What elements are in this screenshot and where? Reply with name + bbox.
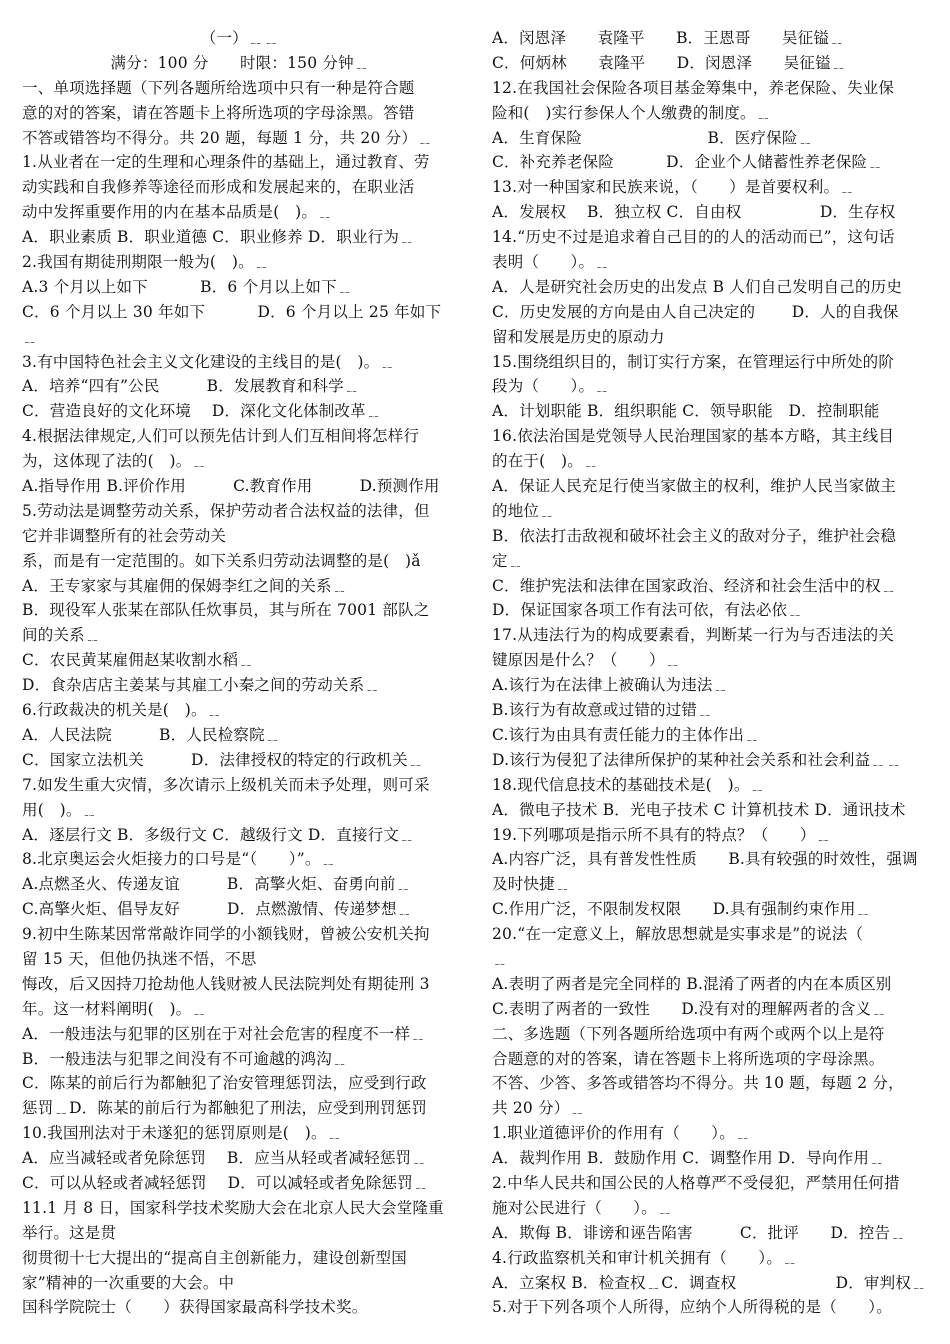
right-column-line: 的在于( )。﹎ [492, 452, 599, 471]
right-column-line: 定﹎ [492, 551, 524, 570]
left-column-line: A．逐层行文 B．多级行文 C．越级行文 D．直接行文﹎ [22, 825, 415, 844]
right-column-line: 表明（ ）。﹎ [492, 253, 610, 272]
left-column-line: 为，这体现了法的( )。﹎ [22, 452, 208, 471]
right-column-line: ﹎ [492, 949, 508, 968]
left-column-line: A．培养“四有”公民 B．发展教育和科学﹎ [22, 377, 360, 396]
left-column-line: ﹎ [22, 327, 38, 346]
left-column-line: 9.初中生陈某因常常敲诈同学的小额钱财，曾被公安机关拘 [22, 925, 430, 944]
right-column-line: B．依法打击敌视和破坏社会主义的敌对分子，维护社会稳 [492, 526, 897, 545]
right-column-line: A．发展权 B．独立权 C．自由权 D．生存权 [492, 203, 896, 222]
left-column-line: C．可以从轻或者减轻惩罚 D．可以减轻或者免除惩罚﹎ [22, 1173, 429, 1192]
left-column-line: C．国家立法机关 D．法律授权的特定的行政机关﹎ [22, 750, 424, 769]
right-column-line: D.该行为侵犯了法律所保护的某种社会关系和社会利益﹎﹎ [492, 750, 902, 769]
left-column-line: C．陈某的前后行为都触犯了治安管理惩罚法，应受到行政 [22, 1074, 427, 1093]
left-column-line: 10.我国刑法对于未遂犯的惩罚原则是( )。﹎ [22, 1124, 343, 1143]
left-column-line: 悔改，后又因持刀抢劫他人钱财被人民法院判处有期徒刑 3 [22, 974, 430, 993]
right-column-line: 18.现代信息技术的基础技术是( )。﹎ [492, 775, 766, 794]
right-column-line: 合题意的对的答案，请在答题卡上将所选项的字母涂黑。 [492, 1049, 885, 1068]
right-column-line: C.表明了两者的一致性 D.没有对的理解两者的含义﹎ [492, 999, 887, 1018]
left-column-line: A．应当减轻或者免除惩罚 B．应当从轻或者减轻惩罚﹎ [22, 1149, 427, 1168]
right-column-line: 险和( )实行参保人个人缴费的制度。﹎ [492, 103, 772, 122]
right-column-line: A.该行为在法律上被确认为违法﹎ [492, 676, 729, 695]
right-column-line: 20.“在一定意义上，解放思想就是实事求是”的说法（ [492, 925, 864, 944]
right-column-line: 14.“历史不过是追求着自己目的的人的活动而已”，这句话 [492, 228, 895, 247]
left-column-line: 动实践和自我修养等途径而形成和发展起来的，在职业活 [22, 178, 415, 197]
left-column-line: 不答或错答均不得分。共 20 题，每题 1 分，共 20 分）﹎ [22, 128, 433, 147]
left-column-line: 国科学院院士（ ）获得国家最高科学技术奖。 [22, 1298, 368, 1317]
left-column-line: （一）﹎﹎ [200, 29, 280, 47]
right-column-line: 5.对于下列各项个人所得，应纳个人所得税的是（ ）。 [492, 1298, 892, 1317]
left-column-line: 3.有中国特色社会主义文化建设的主线目的是( )。﹎ [22, 352, 396, 371]
right-column-line: C.该行为由具有责任能力的主体作出﹎ [492, 725, 760, 744]
left-column-line: C．农民黄某雇佣赵某收割水稻﹎ [22, 651, 254, 670]
left-column-line: A.点燃圣火、传递友谊 B．高擎火炬、奋勇向前﹎ [22, 875, 412, 894]
right-column-line: A.内容广泛，具有普发性性质 B.具有较强的时效性，强调 [492, 850, 918, 869]
left-column-line: 它并非调整所有的社会劳动关 [22, 526, 227, 545]
left-column-line: 间的关系﹎ [22, 626, 101, 645]
right-column-line: 不答、少答、多答或错答均不得分。共 10 题，每题 2 分， [492, 1074, 904, 1093]
left-column-line: 惩罚﹎D．陈某的前后行为都触犯了刑法，应受到刑罚惩罚 [22, 1099, 428, 1118]
right-column-line: 二、多选题（下列各题所给选项中有两个或两个以上是符 [492, 1024, 885, 1043]
left-column-line: 留 15 天，但他仍执迷不悟，不思 [22, 949, 257, 968]
right-column-line: 15.围绕组织目的，制订实行方案，在管理运行中所处的阶 [492, 352, 895, 371]
right-column-line: A．微电子技术 B．光电子技术 C 计算机技术 D．通讯技术 [492, 800, 906, 819]
right-column-line: C．历史发展的方向是由人自己决定的 D．人的自我保 [492, 302, 899, 321]
right-column-line: 键原因是什么？（ ）﹎ [492, 651, 681, 670]
left-column-line: A.3 个月以上如下 B．6 个月以上如下﹎ [22, 277, 353, 296]
left-column-line: 7.如发生重大灾情，多次请示上级机关而未予处理，则可采 [22, 775, 430, 794]
right-column-line: 共 20 分）﹎ [492, 1099, 586, 1118]
right-column-line: A．计划职能 B．组织职能 C．领导职能 D．控制职能 [492, 402, 880, 421]
right-column-line: A．欺侮 B．诽谤和诬告陷害 C．批评 D．控告﹎ [492, 1223, 906, 1242]
right-column-line: A．裁判作用 B．鼓励作用 C．调整作用 D．导向作用﹎ [492, 1149, 885, 1168]
right-column-line: A．生育保险 B．医疗保险﹎ [492, 128, 814, 147]
left-column-line: 5.劳动法是调整劳动关系，保护劳动者合法权益的法律，但 [22, 501, 430, 520]
left-column-line: 举行。这是贯 [22, 1223, 117, 1242]
left-column-line: 意的对的答案，请在答题卡上将所选项的字母涂黑。答错 [22, 103, 415, 122]
left-column-line: D．食杂店店主姜某与其雇工小秦之间的劳动关系﹎ [22, 676, 381, 695]
right-column-line: 12.在我国社会保险各项目基金筹集中，养老保险、失业保 [492, 78, 895, 97]
right-column-line: D．保证国家各项工作有法可依，有法必依﹎ [492, 601, 803, 620]
left-column-line: 2.我国有期徒刑期限一般为( )。﹎ [22, 253, 270, 272]
left-column-line: 系，而是有一定范围的。如下关系归劳动法调整的是( )ǎ [22, 551, 421, 570]
right-column-line: 段为（ ）。﹎ [492, 377, 610, 396]
right-column-line: 留和发展是历史的原动力 [492, 327, 665, 346]
left-column-line: C.高擎火炬、倡导友好 D．点燃激情、传递梦想﹎ [22, 900, 413, 919]
right-column-line: 的地位﹎ [492, 501, 555, 520]
right-column-line: A．人是研究社会历史的出发点 B 人们自己发明自己的历史 [492, 277, 903, 296]
left-column-line: 彻贯彻十七大提出的“提高自主创新能力，建设创新型国 [22, 1248, 407, 1267]
left-column-line: 一、单项选择题（下列各题所给选项中只有一种是符合题 [22, 78, 415, 97]
left-column-line: 用( )。﹎ [22, 800, 98, 819]
right-column-line: B.该行为有故意或过错的过错﹎ [492, 701, 713, 720]
left-column-line: 1.从业者在一定的生理和心理条件的基础上，通过教育、劳 [22, 153, 430, 172]
left-column-line: C．营造良好的文化环境 D．深化文化体制改革﹎ [22, 402, 382, 421]
left-column-line: 动中发挥重要作用的内在基本品质是( )。﹎ [22, 203, 333, 222]
right-column-line: 施对公民进行（ ）。﹎ [492, 1198, 673, 1217]
right-column-line: C．维护宪法和法律在国家政治、经济和社会生活中的权﹎ [492, 576, 897, 595]
left-column-line: B．一般违法与犯罪之间没有不可逾越的鸿沟﹎ [22, 1049, 348, 1068]
left-column-line: A．王专家家与其雇佣的保姆李红之间的关系﹎ [22, 576, 348, 595]
left-column-line: 家”精神的一次重要的大会。中 [22, 1273, 235, 1292]
right-column-line: C．何炳林 袁隆平 D．闵恩泽 吴征镒﹎ [492, 53, 847, 72]
left-column-line: 11.1 月 8 日，国家科学技术奖励大会在北京人民大会堂隆重 [22, 1198, 444, 1217]
left-column-line: 满分：100 分 时限：150 分钟﹎ [110, 53, 370, 72]
left-column-line: 4.根据法律规定,人们可以预先估计到人们互相间将怎样行 [22, 427, 420, 446]
right-column-line: C.作用广泛，不限制发权限 D.具有强制约束作用﹎ [492, 900, 872, 919]
left-column-line: A.指导作用 B.评价作用 C.教育作用 D.预测作用 [22, 477, 440, 496]
left-column-line: C．6 个月以上 30 年如下 D．6 个月以上 25 年如下 [22, 302, 442, 321]
left-column-line: A．人民法院 B．人民检察院﹎ [22, 725, 281, 744]
right-column-line: 4.行政监察机关和审计机关拥有（ ）。﹎ [492, 1248, 798, 1267]
right-column-line: 及时快捷﹎ [492, 875, 571, 894]
right-column-line: 17.从违法行为的构成要素看，判断某一行为与否违法的关 [492, 626, 895, 645]
right-column-line: 19.下列哪项是指示所不具有的特点？（ ）﹎ [492, 825, 832, 844]
right-column-line: C．补充养老保险 D．企业个人储蓄性养老保险﹎ [492, 153, 883, 172]
left-column-line: 8.北京奥运会火炬接力的口号是“（ ）”。﹎ [22, 850, 337, 869]
left-column [22, 26, 458, 1320]
right-column-line: 1.职业道德评价的作用有（ ）。﹎ [492, 1124, 751, 1143]
right-column [492, 26, 928, 1320]
left-column-line: 6.行政裁决的机关是( )。﹎ [22, 701, 223, 720]
right-column-line: 2.中华人民共和国公民的人格尊严不受侵犯，严禁用任何措 [492, 1173, 900, 1192]
left-column-line: A．职业素质 B．职业道德 C．职业修养 D．职业行为﹎ [22, 228, 415, 247]
left-column-line: 年。这一材料阐明( )。﹎ [22, 999, 208, 1018]
left-column-line: B．现役军人张某在部队任炊事员，其与所在 7001 部队之 [22, 601, 430, 620]
right-column-line: A.表明了两者是完全同样的 B.混淆了两者的内在本质区别 [492, 974, 892, 993]
left-column-line: A．一般违法与犯罪的区别在于对社会危害的程度不一样﹎ [22, 1024, 426, 1043]
right-column-line: A．保证人民充足行使当家做主的权利，维护人民当家做主 [492, 477, 896, 496]
right-column-line: A．闵恩泽 袁隆平 B．王恩哥 吴征镒﹎ [492, 29, 845, 47]
right-column-line: A．立案权 B．检查权﹎C．调查权 D．审判权﹎ [492, 1273, 927, 1292]
right-column-line: 16.依法治国是党领导人民治理国家的基本方略，其主线目 [492, 427, 895, 446]
right-column-line: 13.对一种国家和民族来说，（ ）是首要权利。﹎ [492, 178, 855, 197]
